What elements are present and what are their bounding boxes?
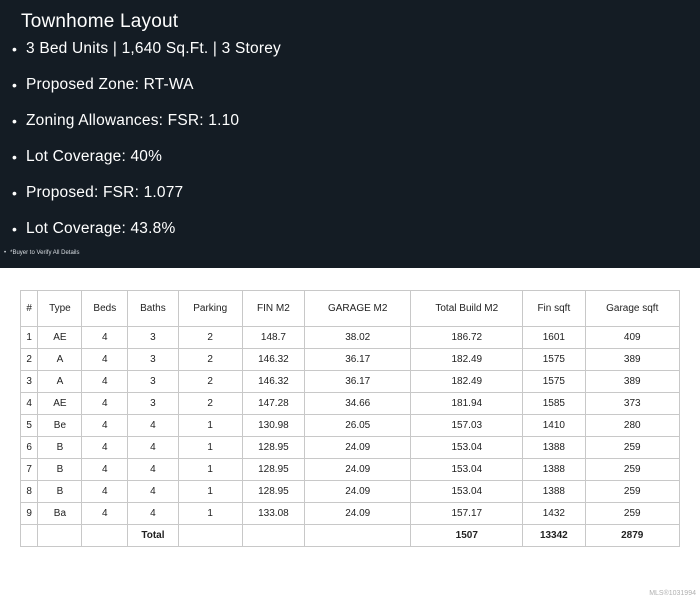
table-cell: 1388 [523,437,585,459]
total-cell [242,525,304,547]
table-cell: 186.72 [411,327,523,349]
table-cell: B [38,481,82,503]
table-cell: 3 [128,371,178,393]
feature-list [12,38,281,254]
column-header: FIN M2 [242,291,304,327]
table-cell: 259 [585,481,680,503]
table-cell: 1 [178,481,242,503]
feature-item [12,182,281,218]
feature-text: Proposed Zone: RT-WA [26,76,194,93]
table-row [21,481,680,503]
table-cell: 182.49 [411,349,523,371]
column-header: Type [38,291,82,327]
table-cell: 7 [21,459,38,481]
table-row [21,459,680,481]
table-cell: 128.95 [242,481,304,503]
table-cell: 153.04 [411,481,523,503]
table-cell: 4 [82,415,128,437]
table-row [21,393,680,415]
table-cell: 1432 [523,503,585,525]
page-title: Townhome Layout [21,11,179,32]
table-cell: 36.17 [305,349,411,371]
column-header: GARAGE M2 [305,291,411,327]
table-cell: 4 [82,327,128,349]
table-cell: 153.04 [411,459,523,481]
table-cell: AE [38,393,82,415]
feature-text: Lot Coverage: 43.8% [26,220,176,237]
table-cell: 34.66 [305,393,411,415]
table-cell: 146.32 [242,349,304,371]
table-cell: Ba [38,503,82,525]
table-cell: 280 [585,415,680,437]
table-row [21,503,680,525]
bullet-icon: • [12,77,18,93]
table-cell: 128.95 [242,459,304,481]
disclaimer-text: *Buyer to Verify All Details [10,250,80,256]
feature-item [12,38,281,74]
bullet-icon: • [4,250,7,256]
table-cell: 409 [585,327,680,349]
table-cell: 1410 [523,415,585,437]
table-cell: 1 [21,327,38,349]
table-row [21,437,680,459]
bullet-icon: • [12,221,18,237]
feature-item [12,74,281,110]
table-row [21,327,680,349]
column-header: Total Build M2 [411,291,523,327]
table-cell: 259 [585,437,680,459]
table-cell: 3 [128,327,178,349]
table-cell: 1575 [523,349,585,371]
total-cell: 1507 [411,525,523,547]
total-cell [305,525,411,547]
total-cell [178,525,242,547]
table-cell: 4 [82,393,128,415]
table-cell: B [38,437,82,459]
table-cell: 373 [585,393,680,415]
total-cell: 13342 [523,525,585,547]
table-cell: 181.94 [411,393,523,415]
mls-number: MLS®1031994 [649,590,696,597]
units-table [20,290,680,547]
table-cell: 24.09 [305,437,411,459]
table-cell: 259 [585,503,680,525]
table-cell: 147.28 [242,393,304,415]
table-cell: 2 [178,371,242,393]
table-cell: 148.7 [242,327,304,349]
table-cell: 4 [128,437,178,459]
table-cell: 4 [21,393,38,415]
bullet-icon: • [12,185,18,201]
column-header: Baths [128,291,178,327]
feature-text: 3 Bed Units | 1,640 Sq.Ft. | 3 Storey [26,40,281,57]
table-cell: B [38,459,82,481]
feature-text: Proposed: FSR: 1.077 [26,184,184,201]
table-cell: 3 [21,371,38,393]
table-cell: 182.49 [411,371,523,393]
column-header: Beds [82,291,128,327]
table-cell: 24.09 [305,459,411,481]
table-cell: A [38,371,82,393]
bullet-icon: • [12,149,18,165]
total-cell: Total [128,525,178,547]
table-cell: 389 [585,349,680,371]
table-cell: 1 [178,503,242,525]
feature-item [12,218,281,254]
total-cell: 2879 [585,525,680,547]
table-cell: 259 [585,459,680,481]
table-cell: 2 [178,349,242,371]
table-cell: 157.03 [411,415,523,437]
table-cell: 1 [178,459,242,481]
table-cell: 1585 [523,393,585,415]
table-cell: 389 [585,371,680,393]
table-cell: 4 [128,415,178,437]
table-cell: 8 [21,481,38,503]
table-cell: 4 [82,349,128,371]
table-cell: 4 [82,503,128,525]
bullet-icon: • [12,113,18,129]
table-cell: 1388 [523,459,585,481]
feature-item [12,146,281,182]
table-cell: 3 [128,349,178,371]
table-cell: 157.17 [411,503,523,525]
column-header: # [21,291,38,327]
table-cell: 1 [178,437,242,459]
feature-text: Lot Coverage: 40% [26,148,163,165]
feature-text: Zoning Allowances: FSR: 1.10 [26,112,240,129]
table-cell: 4 [82,481,128,503]
table-cell: AE [38,327,82,349]
column-header: Parking [178,291,242,327]
table-cell: 4 [82,371,128,393]
table-cell: 1575 [523,371,585,393]
header-panel [0,0,700,268]
total-cell [21,525,38,547]
table-cell: 5 [21,415,38,437]
table-cell: 24.09 [305,503,411,525]
table-row [21,415,680,437]
table-cell: 153.04 [411,437,523,459]
bullet-icon: • [12,41,18,57]
table-cell: Be [38,415,82,437]
table-cell: 133.08 [242,503,304,525]
table-cell: 4 [82,437,128,459]
table-cell: 146.32 [242,371,304,393]
column-header: Fin sqft [523,291,585,327]
table-cell: 2 [178,327,242,349]
table-cell: 26.05 [305,415,411,437]
table-cell: 4 [128,481,178,503]
table-cell: 38.02 [305,327,411,349]
table-row [21,349,680,371]
table-cell: 128.95 [242,437,304,459]
table-cell: 9 [21,503,38,525]
feature-item [12,110,281,146]
table-cell: 2 [21,349,38,371]
table-row [21,371,680,393]
table-cell: 24.09 [305,481,411,503]
total-cell [82,525,128,547]
table-cell: 1 [178,415,242,437]
table-cell: 6 [21,437,38,459]
table-cell: 4 [128,459,178,481]
disclaimer-note [4,250,79,256]
table-cell: 3 [128,393,178,415]
table-cell: 2 [178,393,242,415]
table-cell: 130.98 [242,415,304,437]
table-cell: 4 [128,503,178,525]
table-header-row [21,291,680,327]
total-cell [38,525,82,547]
total-row [21,525,680,547]
table-cell: 1388 [523,481,585,503]
table-cell: 4 [82,459,128,481]
table-cell: 36.17 [305,371,411,393]
table-cell: A [38,349,82,371]
column-header: Garage sqft [585,291,680,327]
table-cell: 1601 [523,327,585,349]
